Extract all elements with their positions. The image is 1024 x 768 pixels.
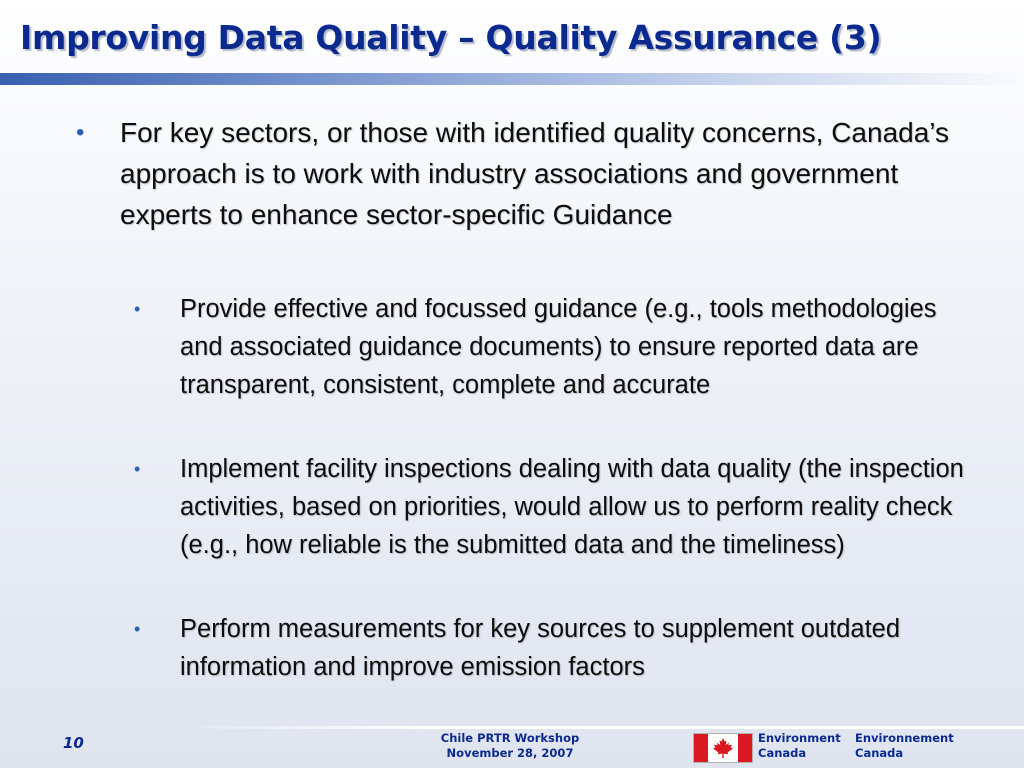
org-fr-line1: Environnement (855, 731, 954, 745)
page-number: 10 (63, 734, 84, 752)
flag-left-bar (694, 734, 708, 762)
sub-bullet-guidance (134, 290, 980, 404)
slide-title: Improving Data Quality – Quality Assurance (3) (20, 18, 882, 57)
org-fr-line2: Canada (855, 746, 904, 760)
sub-bullet-marker: • (134, 619, 141, 639)
sub-bullet-text: Implement facility inspections dealing with data quality (the inspection activities, based on priorities, would allow us to perform reality check (e.g., how reliable is the submitted data and the timeliness) (180, 455, 964, 559)
org-name-french (855, 731, 954, 761)
sub-bullet-text: Provide effective and focussed guidance (e.g., tools methodologies and associated guidance documents) to ensure reported data are transparent, consistent, complete and accurate (180, 295, 937, 399)
workshop-name: Chile PRTR Workshop (440, 731, 580, 745)
org-name-english (758, 731, 841, 761)
workshop-date: November 28, 2007 (446, 746, 574, 760)
maple-leaf-icon (712, 738, 734, 758)
workshop-info (410, 731, 610, 761)
title-underline (0, 73, 1024, 85)
bullet-main (76, 112, 990, 235)
bullet-main-text: For key sectors, or those with identified quality concerns, Canada’s approach is to work with industry associations and government experts to enhance sector-specific Guidance (120, 117, 950, 230)
sub-bullet-inspections (134, 450, 980, 564)
flag-right-bar (738, 734, 752, 762)
canada-flag-icon (693, 733, 753, 763)
footer-divider (170, 726, 1024, 729)
sub-bullet-text: Perform measurements for key sources to supplement outdated information and improve emission factors (180, 615, 901, 681)
sub-bullet-marker: • (134, 299, 141, 319)
sub-bullet-measurements (134, 610, 980, 686)
sub-bullet-marker: • (134, 459, 141, 479)
org-en-line2: Canada (758, 746, 807, 760)
org-en-line1: Environment (758, 731, 841, 745)
bullet-marker: • (76, 119, 85, 146)
flag-center (708, 734, 738, 762)
